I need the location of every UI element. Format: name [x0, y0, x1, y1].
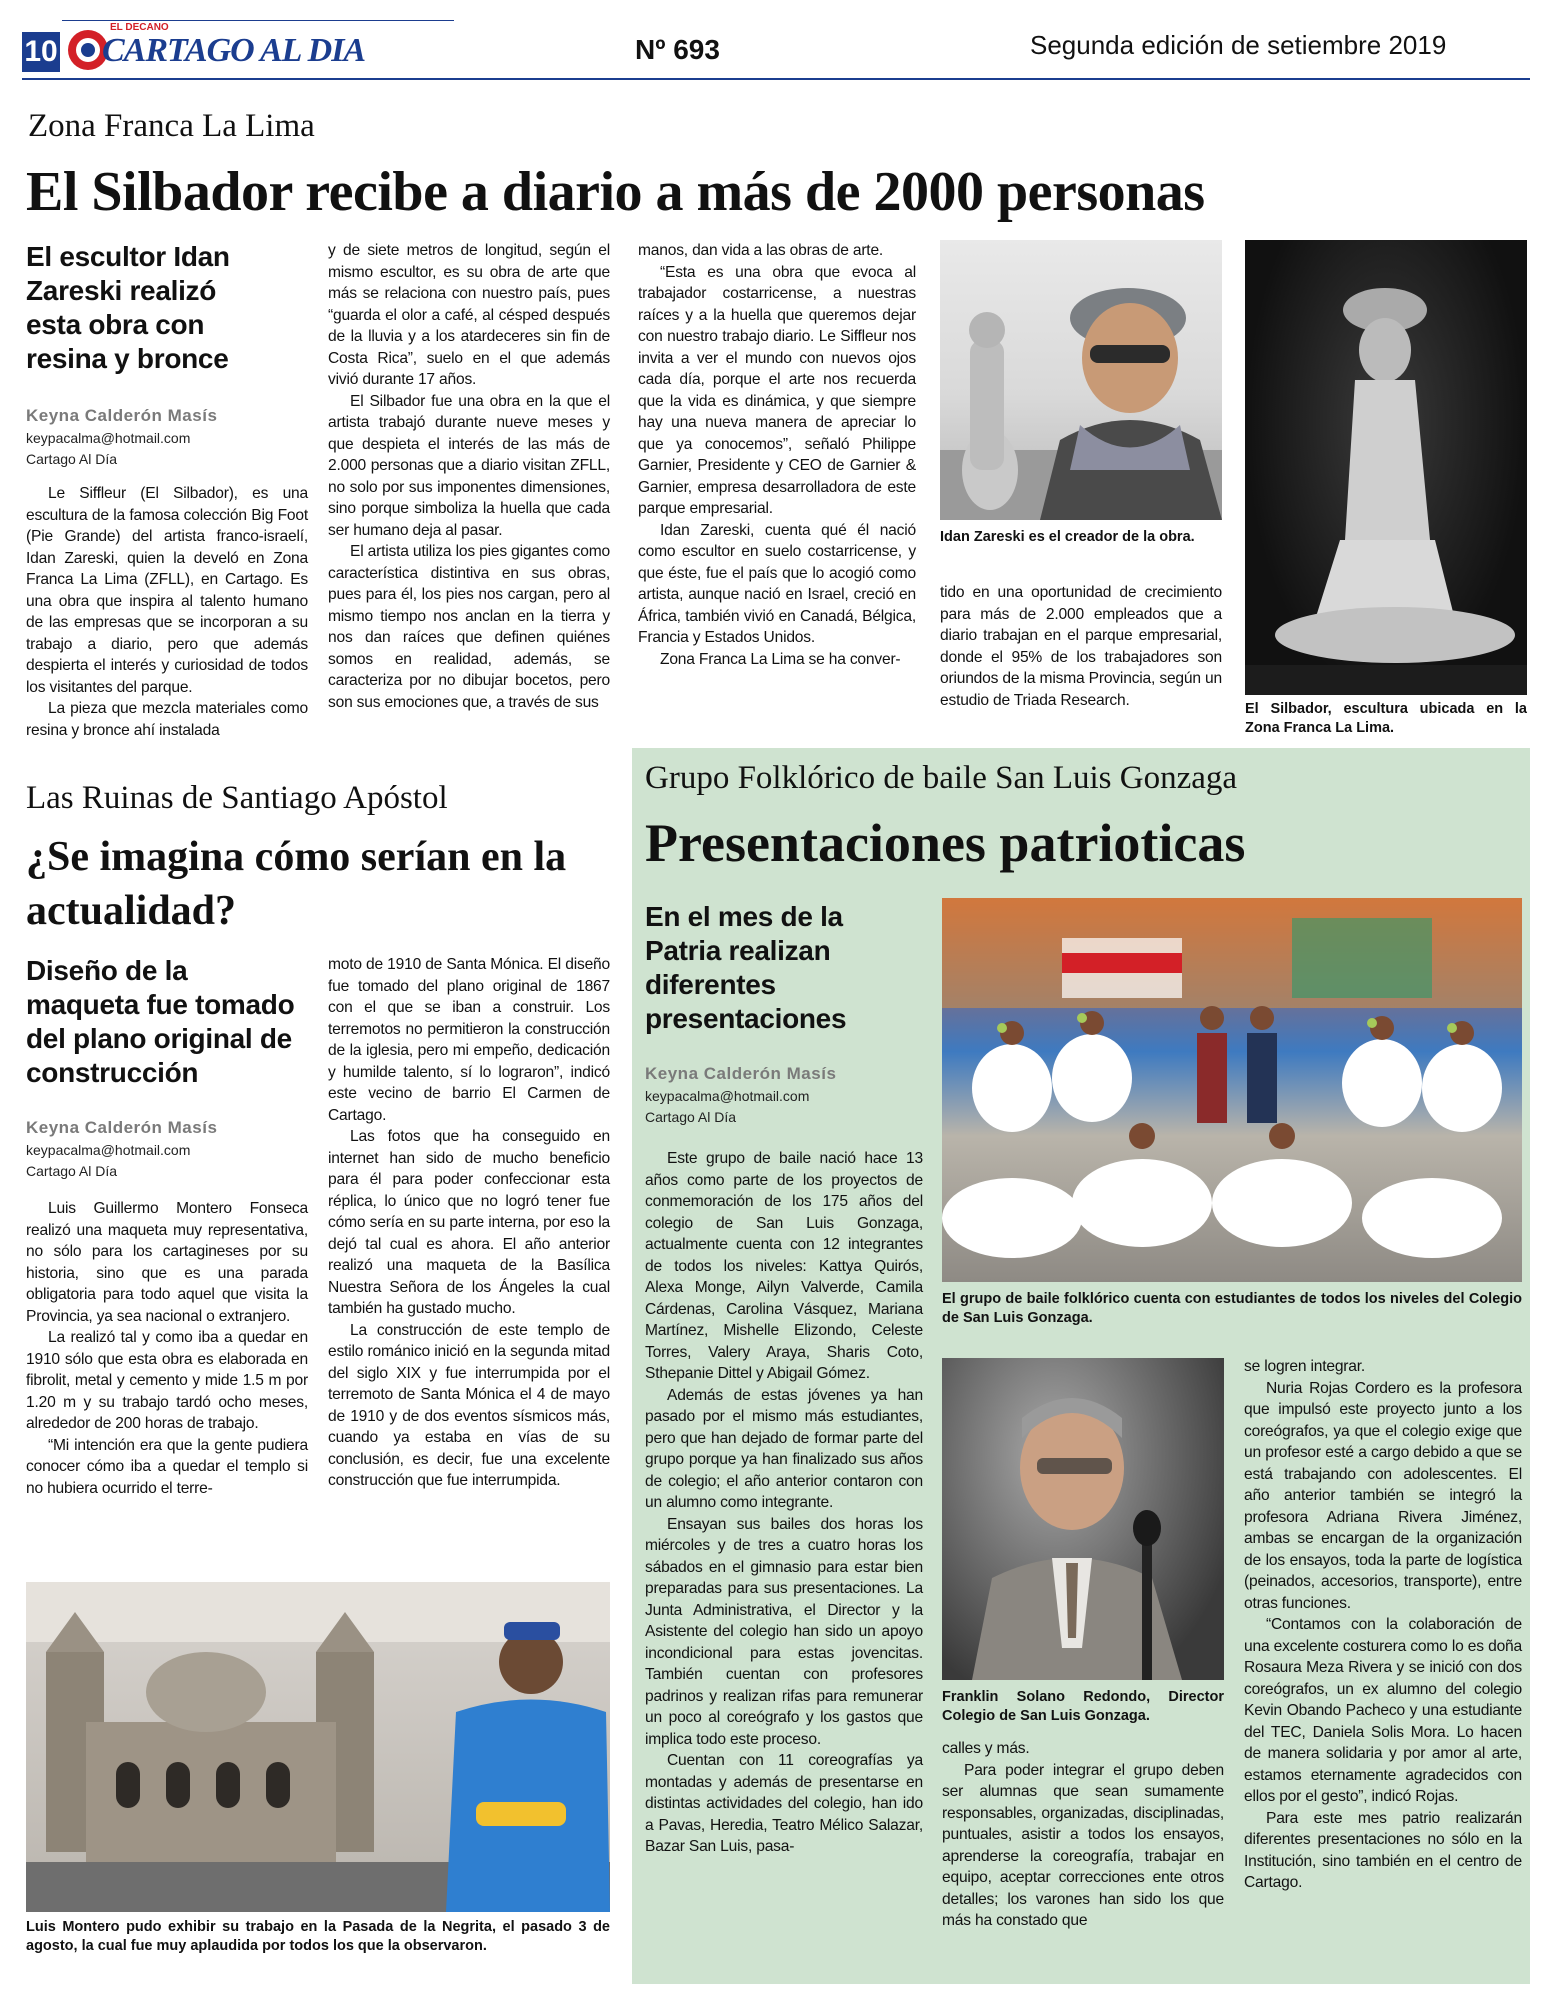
article2-caption: Luis Montero pudo exhibir su trabajo en la Pasada de la Negrita, el pasado 3 de agosto, la cual fue muy aplaudida por todos los que la observaron. — [26, 1919, 610, 1954]
paragraph: “Contamos con la colaboración de una excelente costurera como lo es doña Rosaura Meza Rivera y se inició con dos coreógrafos, un ex alumno del colegio Kevin Obando Pacheco y una estudiante del TEC, Daniela Solis Mora. Lo hacen de manera solidaria y por amor al arte, estamos eternamente agradecidos con ellos por el gesto”, indicó Rojas. — [1244, 1616, 1522, 1805]
logo-wordmark: CARTAGO AL DIA — [102, 32, 366, 69]
article1-col1 — [26, 483, 308, 741]
paragraph: calles y más. — [942, 1740, 1030, 1757]
church-illustration-icon — [26, 1582, 610, 1912]
article1-headline: El Silbador recibe a diario a más de 2000 personas — [26, 161, 1205, 223]
article3-subhead: En el mes de la Patria realizan diferentes presentaciones — [645, 901, 847, 1034]
article2-headline: ¿Se imagina cómo serían en la actualidad? — [26, 834, 567, 934]
paragraph: Luis Guillermo Montero Fonseca realizó una maqueta muy representativa, no sólo para los cartagineses por su historia, sino que es una parada obligatoria para todo aquel que visita la Provincia, ya sea nacional o extranjero. — [26, 1200, 308, 1325]
article1-author: Keyna Calderón Masís — [26, 406, 218, 425]
paragraph: Para este mes patrio realizarán diferentes presentaciones no sólo en la Institución, sino también en el centro de Cartago. — [1244, 1809, 1522, 1891]
article3-caption-director: Franklin Solano Redondo, Director Colegio de San Luis Gonzaga. — [942, 1689, 1224, 1724]
paragraph: “Esta es una obra que evoca al trabajador costarricense, a nuestras raíces y a la huella que queremos dejar con nuestro trabajo diario. Le Siffleur nos invita a ver el mundo con nuevos ojos cada día, porque el arte nos recuerda que la vida es dinámica, y que siempre hay una nueva manera de apreciar lo que ya conocemos”, señaló Philippe Garnier, Presidente y CEO de Garnier & Garnier, empresa desarrolladora de este parque empresarial. — [638, 263, 916, 517]
paragraph: Las fotos que ha conseguido en internet han sido de mucho beneficio para él para poder confeccionar esta réplica, lo único que no logró tener fue cómo sería en su parte interna, por eso la dejó tal cual es ahora. El año anterior realizó una maqueta de la Basílica Nuestra Señora de los Ángeles la cual también ha gustado mucho. — [328, 1128, 610, 1317]
artist-photo — [940, 240, 1222, 520]
paragraph: Zona Franca La Lima se ha conver- — [660, 650, 901, 668]
article1-col2 — [328, 240, 610, 713]
article1-col3 — [638, 240, 916, 670]
article1-subhead: El escultor Idan Zareski realizó esta obra con resina y bronce — [26, 241, 230, 374]
paragraph: Para poder integrar el grupo deben ser alumnas que sean sumamente responsables, organizadas, disciplinadas, puntuales, asistir a todos los ensayos, aprenderse la coreografía, trabajar en equipo, aceptar correcciones ente otros detalles; los varones han sido los que más ha constado que — [942, 1761, 1224, 1929]
paragraph: Además de estas jóvenes ya han pasado por el mismo más estudiantes, pero que han dejado de formar parte del grupo porque ya han finalizado sus años de colegio; el año anterior contaron con un alumno como integrante. — [645, 1386, 923, 1511]
page-number: 10 — [24, 35, 58, 68]
article3-col2 — [942, 1738, 1224, 1932]
paragraph: y de siete metros de longitud, según el mismo escultor, es su obra de arte que más se relaciona con nuestro país, pues “guarda el olor a café, al césped después de la lluvia y a los atardeceres sin fin de Costa Rica”, suelo en el que además vivió durante 17 años. — [328, 242, 610, 388]
article3-outlet: Cartago Al Día — [645, 1109, 737, 1125]
article2-author: Keyna Calderón Masís — [26, 1118, 218, 1137]
article1-col4 — [940, 582, 1222, 711]
dance-group-photo — [942, 898, 1522, 1282]
header-bottom-rule — [22, 78, 1530, 80]
paragraph: Ensayan sus bailes dos horas los miércoles y de tres a cuatro horas los sábados en el gimnasio para estar bien preparadas para sus presentaciones. La Junta Administrativa, el Director y la Asistente del colegio han sido un apoyo incondicional para estas jovencitas. También cuentan con profesores padrinos y realizan rifas para remunerar un poco al coreógrafo y los gastos que implica todo este proceso. — [645, 1515, 923, 1748]
paragraph: Cuentan con 11 coreografías ya montadas y además de presentarse en distintas actividades del colegio, han ido a Pavas, Heredia, Teatro Mélico Salazar, Bazar San Luis, pasa- — [645, 1752, 923, 1855]
statue-photo — [1245, 240, 1527, 695]
article2-kicker: Las Ruinas de Santiago Apóstol — [26, 780, 448, 816]
newspaper-logo — [62, 22, 366, 76]
article3-col3 — [1244, 1356, 1522, 1894]
paragraph: Nuria Rojas Cordero es la profesora que impulsó este proyecto junto a los coreógrafos, ya que el colegio exige que un profesor esté a cargo debido a que se está trabajando con adolescentes. El año anterior también se integró la profesora Adriana Rivera Jiménez, ambas se encargan de la organización de los ensayos, toda la parte de logística (peinados, accesorios, transporte), entre otras funciones. — [1244, 1379, 1522, 1612]
article1-byline-block — [26, 240, 308, 470]
article2-outlet: Cartago Al Día — [26, 1163, 118, 1179]
page-number-box — [22, 32, 60, 72]
article2-col1 — [26, 1198, 308, 1499]
article2-email: keypacalma@hotmail.com — [26, 1142, 191, 1158]
paragraph: El Silbador fue una obra en la que el artista trabajó durante nueve meses y que despieta el interés de las más de 2.000 personas que a diario visitan ZFLL, no solo por sus imponentes dimensiones, sino porque simboliza la huella que cada ser humano deja al pasar. — [328, 392, 610, 539]
article1-caption-statue: El Silbador, escultura ubicada en la Zona Franca La Lima. — [1245, 701, 1527, 736]
article3-caption-group: El grupo de baile folklórico cuenta con estudiantes de todos los niveles del Colegio de San Luis Gonzaga. — [942, 1291, 1522, 1326]
paragraph: “Mi intención era que la gente pudiera conocer cómo iba a quedar el templo si no hubiera ocurrido el terre- — [26, 1436, 308, 1497]
article1-kicker: Zona Franca La Lima — [28, 108, 315, 144]
paragraph: Idan Zareski, cuenta qué él nació como escultor en suelo costarricense, y que éste, fue el país que lo acogió como artista, aunque nació en Israel, creció en África, también vivió en Canadá, Bélgica, Francia y Estados Unidos. — [638, 521, 916, 646]
article3-email: keypacalma@hotmail.com — [645, 1088, 810, 1104]
issue-number: Nº 693 — [635, 34, 720, 65]
article2-subhead: Diseño de la maqueta fue tomado del plano original de construcción — [26, 955, 295, 1088]
paragraph: Este grupo de baile nació hace 13 años como parte de los proyectos de conmemoración de los 175 años del colegio de San Luis Gonzaga, actualmente cuenta con 12 integrantes de todos los niveles: Kattya Quirós, Alexa Monge, Ailyn Valverde, Camila Cárdenas, Carolina Vásquez, Mariana Martínez, Mishelle Elizondo, Celeste Torres, Valery Araya, Sharis Coto, Sthepanie Dittel y Abigail Gómez. — [645, 1150, 923, 1382]
article1-email: keypacalma@hotmail.com — [26, 430, 191, 446]
director-illustration-icon — [942, 1358, 1224, 1680]
paragraph: Le Siffleur (El Silbador), es una escultura de la famosa colección Big Foot (Pie Grande) del artista franco-israelí, Idan Zareski, quien la develó en Zona Franca La Lima (ZFLL), en Cartago. Es una obra que inspira al talento humano de las empresas que se incorporan a su trabajo a diario, pero que además despierta el interés y curiosidad de todos los visitantes del parque. — [26, 485, 308, 696]
article1-outlet: Cartago Al Día — [26, 451, 118, 467]
artist-illustration-icon — [940, 240, 1222, 520]
dancers-illustration-icon — [942, 898, 1522, 1282]
paragraph: La construcción de este templo de estilo románico inició en la segunda mitad del siglo XIX y fue interrumpida por el terremoto de Santa Mónica el 4 de mayo de 1910 y de dos eventos sísmicos más, cuando ya estaba en vías de su conclusión, es decir, fue una excelente construcción que fue interrumpida. — [328, 1321, 610, 1489]
director-photo — [942, 1358, 1224, 1680]
article3-kicker: Grupo Folklórico de baile San Luis Gonzaga — [645, 760, 1238, 796]
paragraph: El artista utiliza los pies gigantes como característica distintiva en sus obras, pues para él, los pies nos cargan, pero al mismo tiempo nos anclan en la tierra y nos dan raíces que definen quiénes somos en realidad, además, se caracteriza por no dibujar bocetos, pero son sus emociones que, a través de sus — [328, 543, 610, 711]
article3-headline: Presentaciones patrioticas — [645, 813, 1246, 873]
logo-tagline: EL DECANO — [110, 22, 169, 33]
paragraph: tido en una oportunidad de crecimiento para más de 2.000 empleados que a diario trabajan en el parque empresarial, donde el 95% de los trabajadores son oriundos de la misma Provincia, según un estudio de Triada Research. — [940, 584, 1222, 709]
statue-illustration-icon — [1245, 240, 1527, 695]
paragraph: se logren integrar. — [1244, 1358, 1366, 1375]
article3-byline-block — [645, 900, 923, 1128]
paragraph: manos, dan vida a las obras de arte. — [638, 242, 884, 259]
article1-caption-artist: Idan Zareski es el creador de la obra. — [940, 529, 1195, 545]
article3-author: Keyna Calderón Masís — [645, 1064, 837, 1083]
article2-byline-block — [26, 954, 308, 1182]
model-church-photo — [26, 1582, 610, 1912]
edition-date: Segunda edición de setiembre 2019 — [1030, 30, 1447, 60]
paragraph: La pieza que mezcla materiales como resina y bronce ahí instalada — [26, 700, 308, 739]
paragraph: La realizó tal y como iba a quedar en 1910 sólo que esta obra es elaborada en fibrolit, metal y cemento y mide 1.5 m por 1.20 m y su trabajo tardó ocho meses, alrededor de 200 horas de trabajo. — [26, 1329, 308, 1432]
article2-col2 — [328, 954, 610, 1492]
article3-col1 — [645, 1148, 923, 1858]
paragraph: moto de 1910 de Santa Mónica. El diseño fue tomado del plano original de 1867 con el que se iban a construir. Los terremotos no permitieron la construcción de la iglesia, pero mi empeño, dedicación y humilde talento, sí lo lograron”, indicó este vecino de barrio El Carmen de Cartago. — [328, 956, 610, 1124]
header-rule — [62, 20, 454, 21]
